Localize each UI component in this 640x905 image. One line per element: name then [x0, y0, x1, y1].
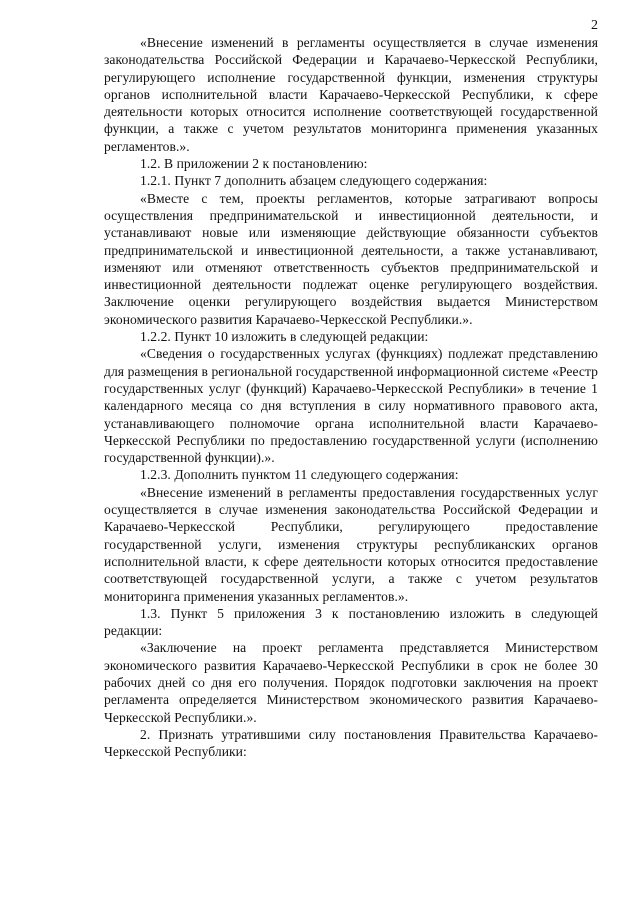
page-number: 2	[591, 18, 598, 33]
paragraph-1-3: 1.3. Пункт 5 приложения 3 к постановлению изложить в следующей редакции:	[104, 605, 598, 639]
document-body	[104, 34, 598, 760]
paragraph-regulatory-impact: «Вместе с тем, проекты регламентов, которые затрагивают вопросы осуществления предпринимательской и инвестиционной деятельности, и устанавливают новые или изменяющие действующие обязанности субъектов предпринимательской и инвестиционной деятельности, а также устанавливают, изменяют или отменяют ответственность субъектов предпринимательской и инвестиционной деятельности подлежат оценке регулирующего воздействия. Заключение оценки регулирующего воздействия выдается Министерством экономического развития Карачаево-Черкесской Республики.».	[104, 190, 598, 327]
paragraph-1-2: 1.2. В приложении 2 к постановлению:	[140, 156, 368, 172]
paragraph-conclusion-term: «Заключение на проект регламента представляется Министерством экономического развития Карачаево-Черкесской Республики в срок не более 30 рабочих дней со дня его получения. Порядок подготовки заключения на проект регламента определяется Министерством экономического развития Карачаево-Черкесской Республики.».	[104, 640, 598, 725]
paragraph-amendments-functions: «Внесение изменений в регламенты осуществляется в случае изменения законодательства Российской Федерации и Карачаево-Черкесской Республики, регулирующего исполнение государственной функции, изменения структуры органов исполнительной власти Карачаево-Черкесской Республики, к сфере деятельности которых относится исполнение соответствующей государственной функции, а также с учетом результатов мониторинга применения указанных регламентов.».	[104, 35, 598, 154]
paragraph-registry-info: «Сведения о государственных услугах (функциях) подлежат представлению для размещения в региональной государственной информационной системе «Реестр государственных услуг (функций) Карачаево-Черкесской Республики» в течение 1 календарного месяца со дня вступления в силу нормативного правового акта, устанавливающего полномочие органа исполнительной власти Карачаево-Черкесской Республики по предоставлению государственной услуги (исполнению государственной функции).».	[104, 346, 598, 466]
paragraph-amendments-services: «Внесение изменений в регламенты предоставления государственных услуг осуществляется в случае изменения законодательства Российской Федерации и Карачаево-Черкесской Республики, регулирующего предоставление государственной услуги, изменения структуры республиканских органов исполнительной власти, к сфере деятельности которых относится предоставление соответствующей государственной услуги, а также с учетом результатов мониторинга применения указанных регламентов.».	[104, 484, 598, 604]
paragraph-2: 2. Признать утратившими силу постановления Правительства Карачаево-Черкесской Республики:	[104, 726, 598, 760]
paragraph-1-2-2: 1.2.2. Пункт 10 изложить в следующей редакции:	[140, 329, 429, 345]
paragraph-1-2-3: 1.2.3. Дополнить пунктом 11 следующего содержания:	[140, 467, 459, 483]
paragraph-1-2-1: 1.2.1. Пункт 7 дополнить абзацем следующего содержания:	[140, 173, 488, 189]
